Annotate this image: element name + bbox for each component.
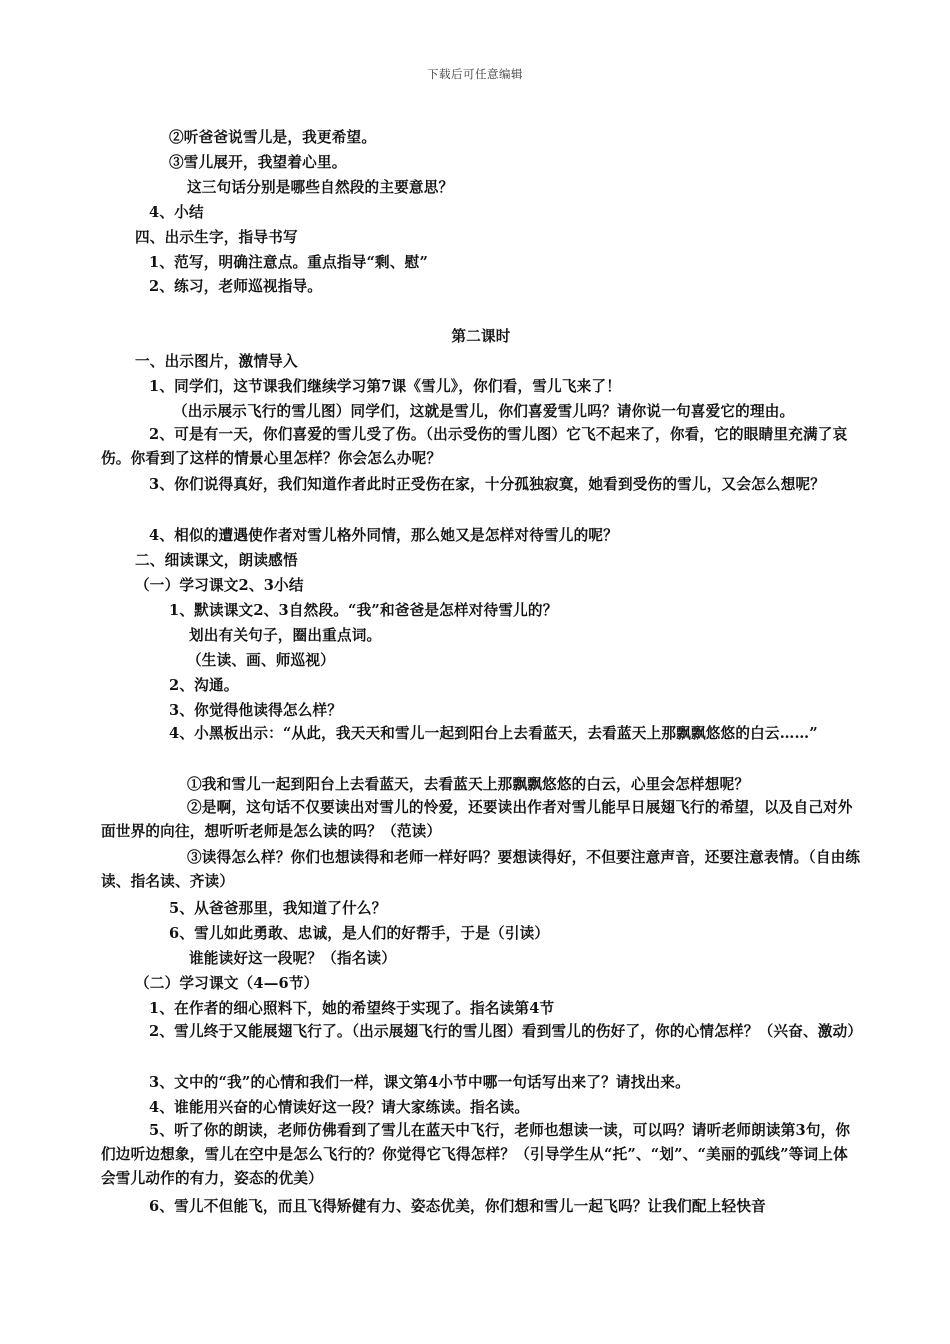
text-line: 4、小结	[149, 204, 204, 221]
subsection-heading: （一）学习课文2、3小结	[135, 577, 304, 594]
text-line: 这三句话分别是哪些自然段的主要意思？	[187, 179, 454, 196]
lesson-title: 第二课时	[451, 328, 511, 345]
text-line: ②听爸爸说雪儿是，我更希望。	[169, 129, 377, 146]
text-line: ③雪儿展开，我望着心里。	[169, 154, 347, 171]
text-line: 6、雪儿如此勇敢、忠诚，是人们的好帮手，于是（引读）	[169, 925, 550, 942]
text-paragraph: 5、听了你的朗读，老师仿佛看到了雪儿在蓝天中飞行，老师也想读一读，可以吗？请听老师朗读第3句，你们边听边想象，雪儿在空中是怎么飞行的？你觉得它飞得怎样？（引导学生从“托”、“划”、“美丽的弧线”等词上体会雪儿动作的有力，姿态的优美）	[101, 1122, 851, 1187]
text-line: 4、相似的遭遇使作者对雪儿格外同情，那么她又是怎样对待雪儿的呢？	[149, 527, 618, 544]
text-line: 3、文中的“我”的心情和我们一样，课文第4小节中哪一句话写出来了？请找出来。	[149, 1074, 690, 1091]
text-line: 5、从爸爸那里，我知道了什么？	[169, 900, 387, 917]
text-paragraph: 2、雪儿终于又能展翅飞行了。（出示展翅飞行的雪儿图）看到雪儿的伤好了，你的心情怎样？（兴奋、激动）	[149, 1023, 863, 1040]
text-line: 6、雪儿不但能飞，而且飞得矫健有力、姿态优美，你们想和雪儿一起飞吗？让我们配上轻快音	[149, 1198, 766, 1215]
text-line: 1、默读课文2、3自然段。“我”和爸爸是怎样对待雪儿的？	[169, 602, 558, 619]
text-line: （生读、画、师巡视）	[187, 652, 335, 669]
text-line: 1、范写，明确注意点。重点指导“剩、慰”	[149, 254, 429, 271]
text-line: 谁能读好这一段呢？（指名读）	[189, 950, 397, 967]
section-heading: 一、出示图片，激情导入	[135, 353, 298, 370]
text-paragraph: 4、小黑板出示：“从此，我天天和雪儿一起到阳台上去看蓝天，去看蓝天上那飘飘悠悠的白云……”	[169, 725, 818, 742]
text-line: 2、练习，老师巡视指导。	[149, 278, 323, 295]
text-paragraph: ③读得怎么样？你们也想读得和老师一样好吗？要想读得好，不但要注意声音，还要注意表情。（自由练读、指名读、齐读）	[101, 849, 861, 890]
text-line: 1、同学们，这节课我们继续学习第7课《雪儿》，你们看，雪儿飞来了！	[149, 378, 622, 395]
text-line: （出示展示飞行的雪儿图）同学们，这就是雪儿，你们喜爱雪儿吗？请你说一句喜爱它的理由。	[173, 403, 795, 420]
subsection-heading: （二）学习课文（4—6节）	[135, 975, 319, 992]
section-heading: 二、细读课文，朗读感悟	[135, 552, 298, 569]
text-line: 4、谁能用兴奋的心情读好这一段？请大家练读。指名读。	[149, 1099, 530, 1116]
section-heading: 四、出示生字，指导书写	[135, 229, 298, 246]
text-paragraph: 2、可是有一天，你们喜爱的雪儿受了伤。（出示受伤的雪儿图）它飞不起来了，你看，它的眼睛里充满了哀伤。你看到了这样的情景心里怎样？你会怎么办呢？	[101, 426, 848, 467]
text-line: ①我和雪儿一起到阳台上去看蓝天，去看蓝天上那飘飘悠悠的白云，心里会怎样想呢？	[187, 776, 750, 793]
page-header: 下载后可任意编辑	[427, 67, 523, 81]
text-line: 1、在作者的细心照料下，她的希望终于实现了。指名读第4节	[149, 1000, 555, 1017]
text-line: 2、沟通。	[169, 677, 239, 694]
text-line: 3、你觉得他读得怎么样？	[169, 702, 343, 719]
text-paragraph: 3、你们说得真好，我们知道作者此时正受伤在家，十分孤独寂寞，她看到受伤的雪儿，又会怎么想呢？	[149, 476, 826, 493]
text-paragraph: ②是啊，这句话不仅要读出对雪儿的怜爱，还要读出作者对雪儿能早日展翅飞行的希望，以及自己对外面世界的向往，想听听老师是怎么读的吗？（范读）	[101, 799, 853, 840]
text-line: 划出有关句子，圈出重点词。	[189, 627, 382, 644]
